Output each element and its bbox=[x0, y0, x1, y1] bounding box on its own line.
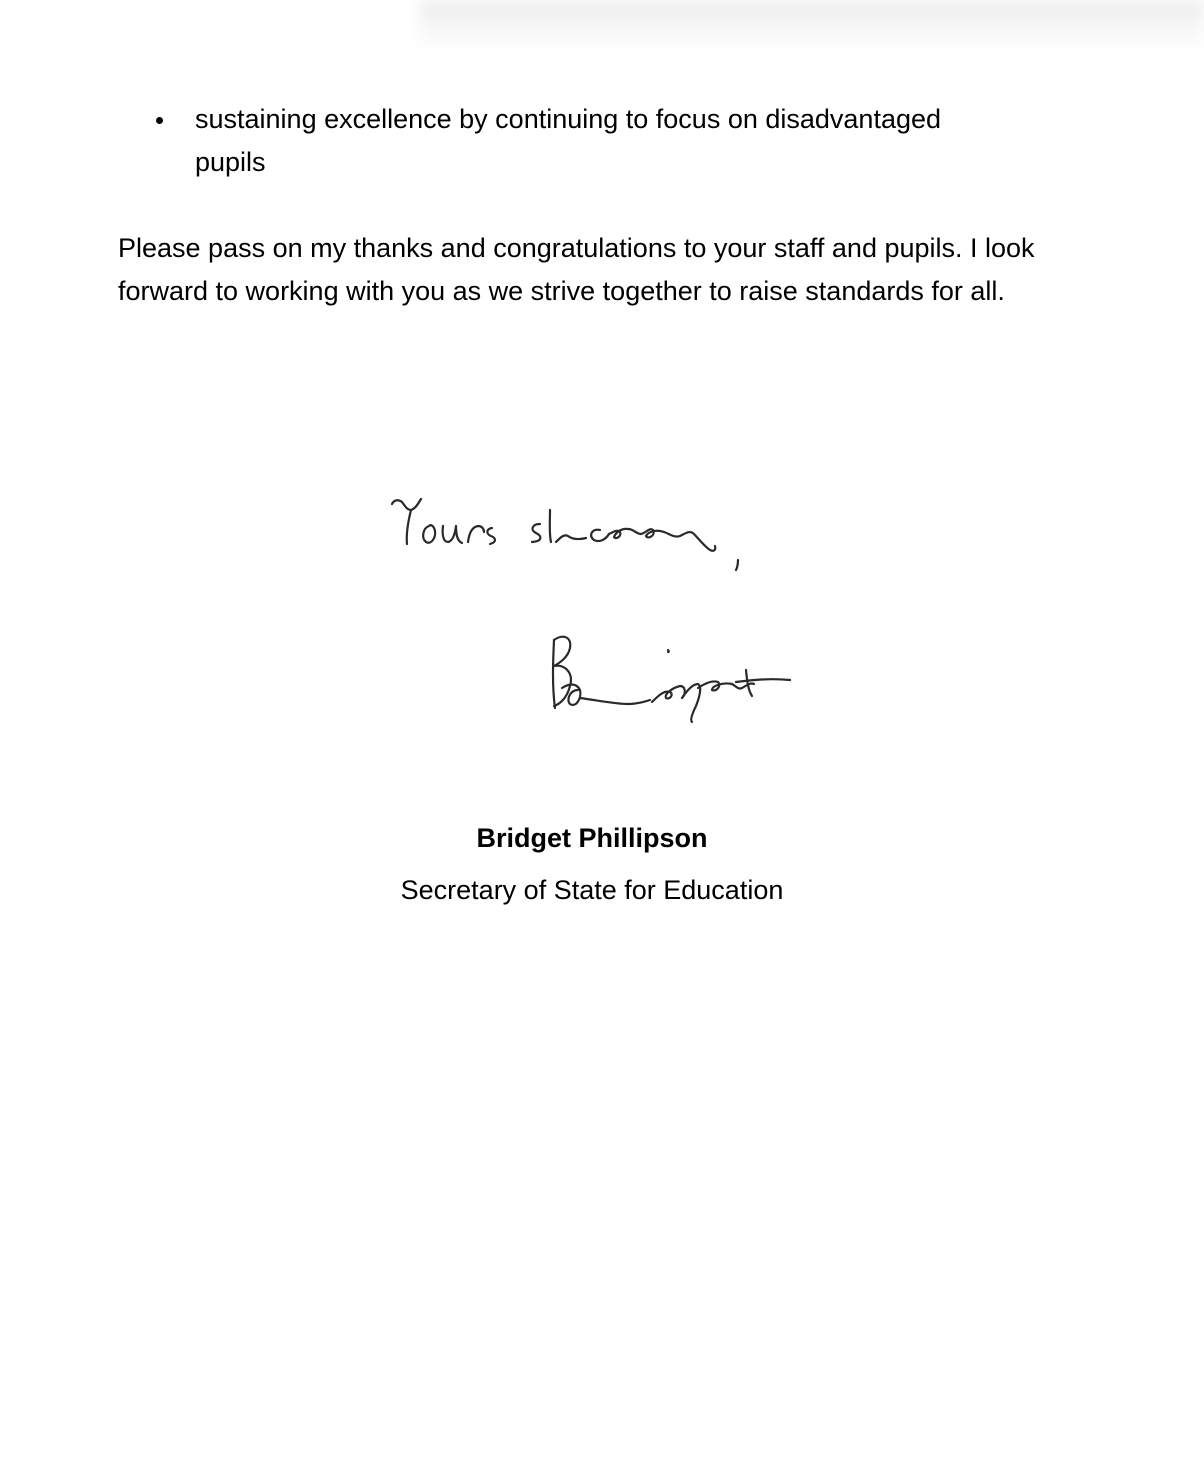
signatory-title: Secretary of State for Education bbox=[400, 875, 784, 905]
top-edge-shadow bbox=[420, 0, 1204, 52]
bullet-dot-icon bbox=[156, 117, 163, 124]
handwritten-signature bbox=[540, 628, 802, 724]
signatory-name: Bridget Phillipson bbox=[476, 823, 708, 853]
bullet-text: sustaining excellence by continuing to focus on disadvantaged pupils bbox=[195, 104, 942, 177]
handwritten-closing bbox=[380, 482, 760, 586]
closing-paragraph: Please pass on my thanks and congratulations to your staff and pupils. I look forward to working with you as we strive together to raise standards for all. bbox=[118, 233, 1035, 306]
